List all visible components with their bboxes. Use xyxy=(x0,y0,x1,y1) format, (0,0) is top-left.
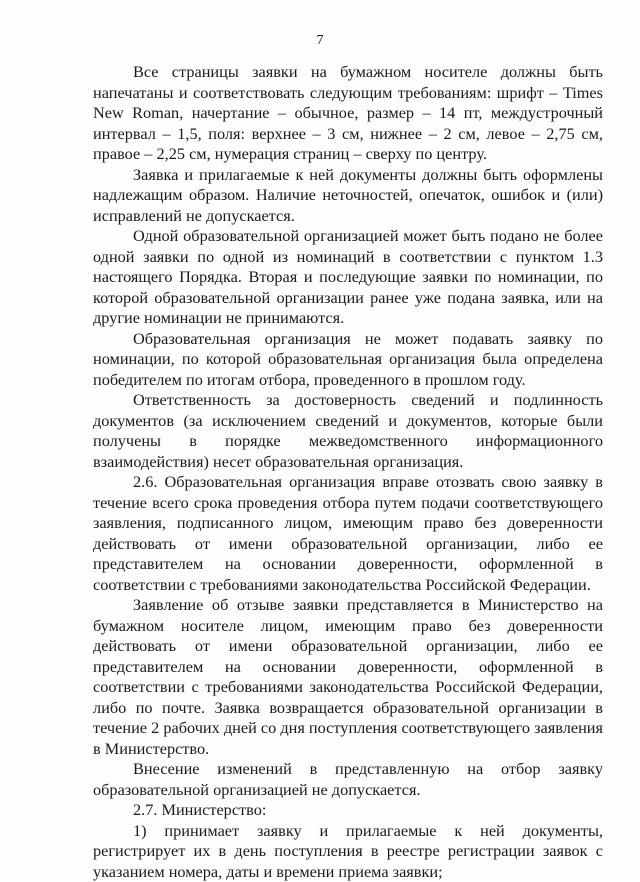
paragraph-ministry-item-1: 1) принимает заявку и прилагаемые к ней документы, регистрирует их в день поступления в реестре регистрации заявок с указанием номера, даты и времени приема заявки; xyxy=(93,821,603,882)
paragraph-no-changes: Внесение изменений в представленную на отбор заявку образовательной организацией не допускается. xyxy=(93,759,603,800)
paragraph-2-7-ministry: 2.7. Министерство: xyxy=(93,800,603,821)
page-number: 7 xyxy=(0,33,640,49)
paragraph-2-6-withdrawal: 2.6. Образовательная организация вправе отозвать свою заявку в течение всего срока проведения отбора путем подачи соответствующего заявления, подписанного лицом, имеющим право без доверенности действовать от имени образовательной организации, либо ее представителем на основании доверенности, оформленной в соответствии с требованиями законодательства Российской Федерации. xyxy=(93,472,603,595)
document-body xyxy=(93,62,603,882)
paragraph-previous-winner: Образовательная организация не может подавать заявку по номинации, по которой образовательная организация была определена победителем по итогам отбора, проведенного в прошлом году. xyxy=(93,329,603,391)
paragraph-withdrawal-statement: Заявление об отзыве заявки представляется в Министерство на бумажном носителе лицом, имеющим право без доверенности действовать от имени образовательной организации, либо ее представителем на основании доверенности, оформленной в соответствии с требованиями законодательства Российской Федерации, либо по почте. Заявка возвращается образовательной организации в течение 2 рабочих дней со дня поступления соответствующего заявления в Министерство. xyxy=(93,595,603,759)
paragraph-formatting-requirements: Все страницы заявки на бумажном носителе должны быть напечатаны и соответствовать следующим требованиям: шрифт – Times New Roman, начертание – обычное, размер – 14 пт, междустрочный интервал – 1,5, поля: верхнее – 3 см, нижнее – 2 см, левое – 2,75 см, правое – 2,25 см, нумерация страниц – сверху по центру. xyxy=(93,62,603,165)
paragraph-single-application: Одной образовательной организацией может быть подано не более одной заявки по одной из номинаций в соответствии с пунктом 1.3 настоящего Порядка. Вторая и последующие заявки по номинации, по которой образовательной организации ранее уже подана заявка, или на другие номинации не принимаются. xyxy=(93,226,603,329)
paragraph-proper-formatting: Заявка и прилагаемые к ней документы должны быть оформлены надлежащим образом. Наличие неточностей, опечаток, ошибок и (или) исправлений не допускается. xyxy=(93,165,603,227)
paragraph-responsibility: Ответственность за достоверность сведений и подлинность документов (за исключением сведений и документов, которые были получены в порядке межведомственного информационного взаимодействия) несет образовательная организация. xyxy=(93,390,603,472)
